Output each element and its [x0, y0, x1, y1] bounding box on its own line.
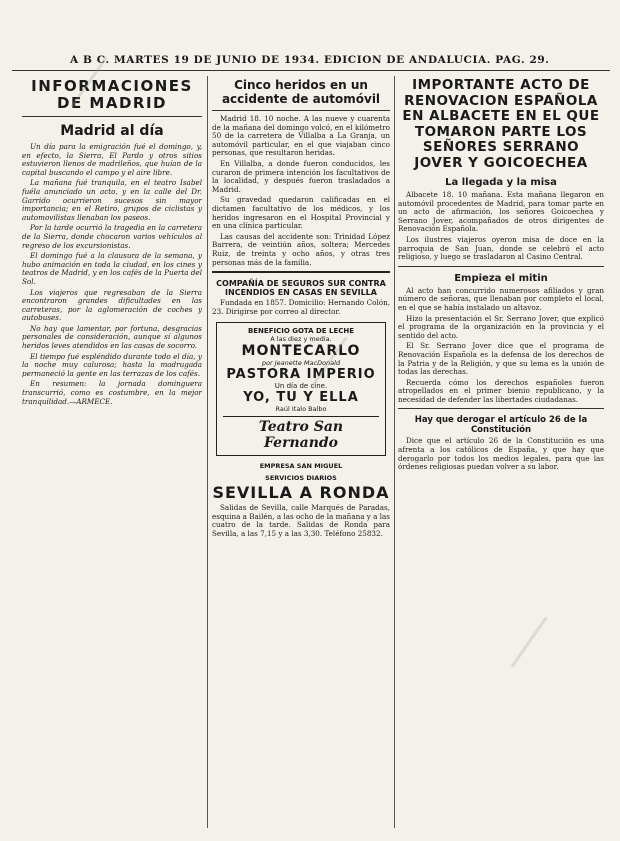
subheading: Empieza el mitin: [454, 272, 548, 284]
ad-film-title: MONTECARLO: [241, 343, 361, 360]
paragraph: La mañana fué tranquila, en el teatro Isabel fuéla anunciado un acto, y en la calle del Dr. Garrido ocurrieron sucesos sin mayor importancia; en el Retiro, grupos de ciclistas y automovilistas llenaban los paseos.: [22, 178, 202, 222]
paragraph: Su gravedad quedaron calificadas en el dictamen facultativo de los médicos, y los heridos ingresaron en el Hospital Provincial y en una clínica particular.: [212, 195, 390, 231]
divider: [22, 116, 202, 117]
paragraph: En resumen: la jornada dominguera transcurrió, como es costumbre, en la mejor tranquilidad.—ARMECE.: [22, 379, 202, 406]
paragraph: El tiempo fué espléndido durante todo el día, y la noche muy calurosa; hasta la madrugada permaneció la gente en las terrazas de los cafés.: [22, 351, 202, 378]
divider: [212, 110, 390, 111]
article-body: [398, 191, 604, 262]
theatre-ad: [216, 322, 386, 456]
ad-line: BENEFICIO GOTA DE LECHE: [247, 327, 355, 336]
paragraph: Al acto han concurrido numerosos afiliados y gran número de señoras, que llenaban por completo el local, en el que se había instalado un altavoz.: [398, 285, 604, 312]
paragraph: No hay que lamentar, por fortuna, desgracias personales de consideración, aunque sí algunos heridos leves atendidos en las casas de socorro.: [22, 323, 202, 351]
paragraph: Un día para la emigración fué el domingo, y, en efecto, la Sierra, El Pardo y otros sitios estuvieron llenos de madrileños, que huían de la capital buscando el campo y el aire libre.: [22, 142, 202, 177]
section-title: INFORMACIONES: [31, 78, 193, 95]
column-divider: [394, 76, 395, 828]
column-madrid: [22, 78, 202, 828]
paragraph: En Villalba, a donde fueron conducidos, les curaron de primera intención los facultativos de la localidad, y después fueron trasladados a Madrid.: [212, 158, 390, 194]
masthead-rule: [12, 70, 610, 71]
paragraph: Dice que el artículo 26 de la Constitución es una afrenta a los católicos de España, y que hay que derogarlo por todos los medios legales, para que las órdenes religiosas puedan volver a su labor.: [398, 436, 604, 472]
subheading: Hay que derogar el artículo 26 de la Constitución: [414, 415, 588, 436]
ad-film-title: YO, TU Y ELLA: [243, 390, 359, 406]
masthead: A B C. MARTES 19 DE JUNIO DE 1934. EDICION DE ANDALUCIA. PAG. 29.: [70, 54, 550, 66]
company-name: EMPRESA SAN MIGUEL: [259, 462, 343, 471]
company-service: SERVICIOS DIARIOS: [265, 474, 337, 483]
ad-line: Raúl Italo Balbo: [275, 405, 327, 414]
article-body: [212, 115, 390, 267]
ad-line: por Jeanette MacDonald: [261, 359, 341, 368]
ad-line: A las diez y media.: [270, 335, 332, 344]
article-title: Madrid al día: [60, 123, 164, 139]
paragraph: Los ilustres viajeros oyeron misa de doce en la parroquia de San Juan, donde se celebró el acto religioso, y luego se trasladaron al Casino Central.: [398, 234, 604, 262]
divider: [398, 408, 604, 409]
route-text: Salidas de Sevilla, calle Marqués de Paradas, esquina a Bailén, a las ocho de la mañana y a las cuatro de la tarde. Salidas de Ronda para Sevilla, a las 7,15 y a las 3,30. Teléfono 25832.: [212, 503, 390, 539]
article-body: [398, 287, 604, 405]
paragraph: Madrid 18. 10 noche. A las nueve y cuarenta de la mañana del domingo volcó, en el kilómetro 50 de la carretera de Villalba a La Granja, un automóvil particular, en el que viajaban cinco personas, que resultaron heridas.: [212, 114, 390, 158]
divider: [398, 266, 604, 267]
ad-film-title: PASTORA IMPERIO: [226, 367, 376, 383]
ad-theatre: Teatro San Fernando: [223, 416, 379, 451]
article-body: [398, 437, 604, 471]
paragraph: El domingo fué a la clausura de la semana, y hubo animación en toda la ciudad, en los cines y teatros de Madrid, y en los cafés de la Puerta del Sol.: [22, 251, 202, 286]
route-title: SEVILLA A RONDA: [212, 483, 390, 503]
paragraph: Albacete 18. 10 mañana. Esta mañana llegaron en automóvil procedentes de Madrid, para tomar parte en un acto de afirmación, los señores Goicoechea y Serrano Jover, acompañados de otros dirigentes de Renovación Española.: [398, 190, 604, 234]
column-albacete: [398, 78, 604, 828]
subheading: La llegada y la misa: [445, 177, 557, 188]
paragraph: Hizo la presentación el Sr. Serrano Jover, que explicó el programa de la organización en la provincia y el sentido del acto.: [398, 313, 604, 340]
paragraph: Recuerda cómo los derechos españoles fueron atropellados en el primer bienio republicano, y la necesidad de defender las libertades ciudadanas.: [398, 377, 604, 404]
paragraph: Por la tarde ocurrió la tragedia en la carretera de la Sierra, donde chocaron varios vehículos al regreso de los excursionistas.: [22, 223, 202, 250]
paragraph: El Sr. Serrano Jover dice que el programa de Renovación Española es la defensa de los derechos de la Patria y de la Religión, y que su lema es la unión de todas las derechas.: [398, 341, 604, 377]
section-title: DE MADRID: [57, 94, 167, 112]
paragraph: Las causas del accidente son: Trinidad López Barrera, de veintiún años, soltera; Mercedes Ruiz, de treinta y ocho años, y otras tres personas más de la familia.: [212, 231, 390, 267]
notice-title: COMPAÑÍA DE SEGUROS SUR CONTRA INCENDIOS EN CASAS EN SEVILLA: [216, 279, 386, 298]
notice-text: Fundada en 1857. Domicilio: Hernando Colón, 23. Dirigirse por correo al director.: [212, 298, 390, 316]
column-divider: [207, 76, 208, 828]
divider: [212, 271, 390, 273]
article-body: [22, 143, 202, 406]
paragraph: Los viajeros que regresaban de la Sierra encontraron grandes dificultades en las carreteras, por la aglomeración de coches y autobuses.: [22, 287, 202, 323]
column-accident: [212, 78, 390, 828]
ad-line: Un día de cine.: [274, 382, 328, 391]
headline: IMPORTANTE ACTO DE RENOVACION ESPAÑOLA EN ALBACETE EN EL QUE TOMARON PARTE LOS SEÑORES SERRANO JOVER Y GOICOECHEA: [402, 78, 600, 171]
article-title: Cinco heridos en un accidente de automóvil: [221, 78, 381, 106]
